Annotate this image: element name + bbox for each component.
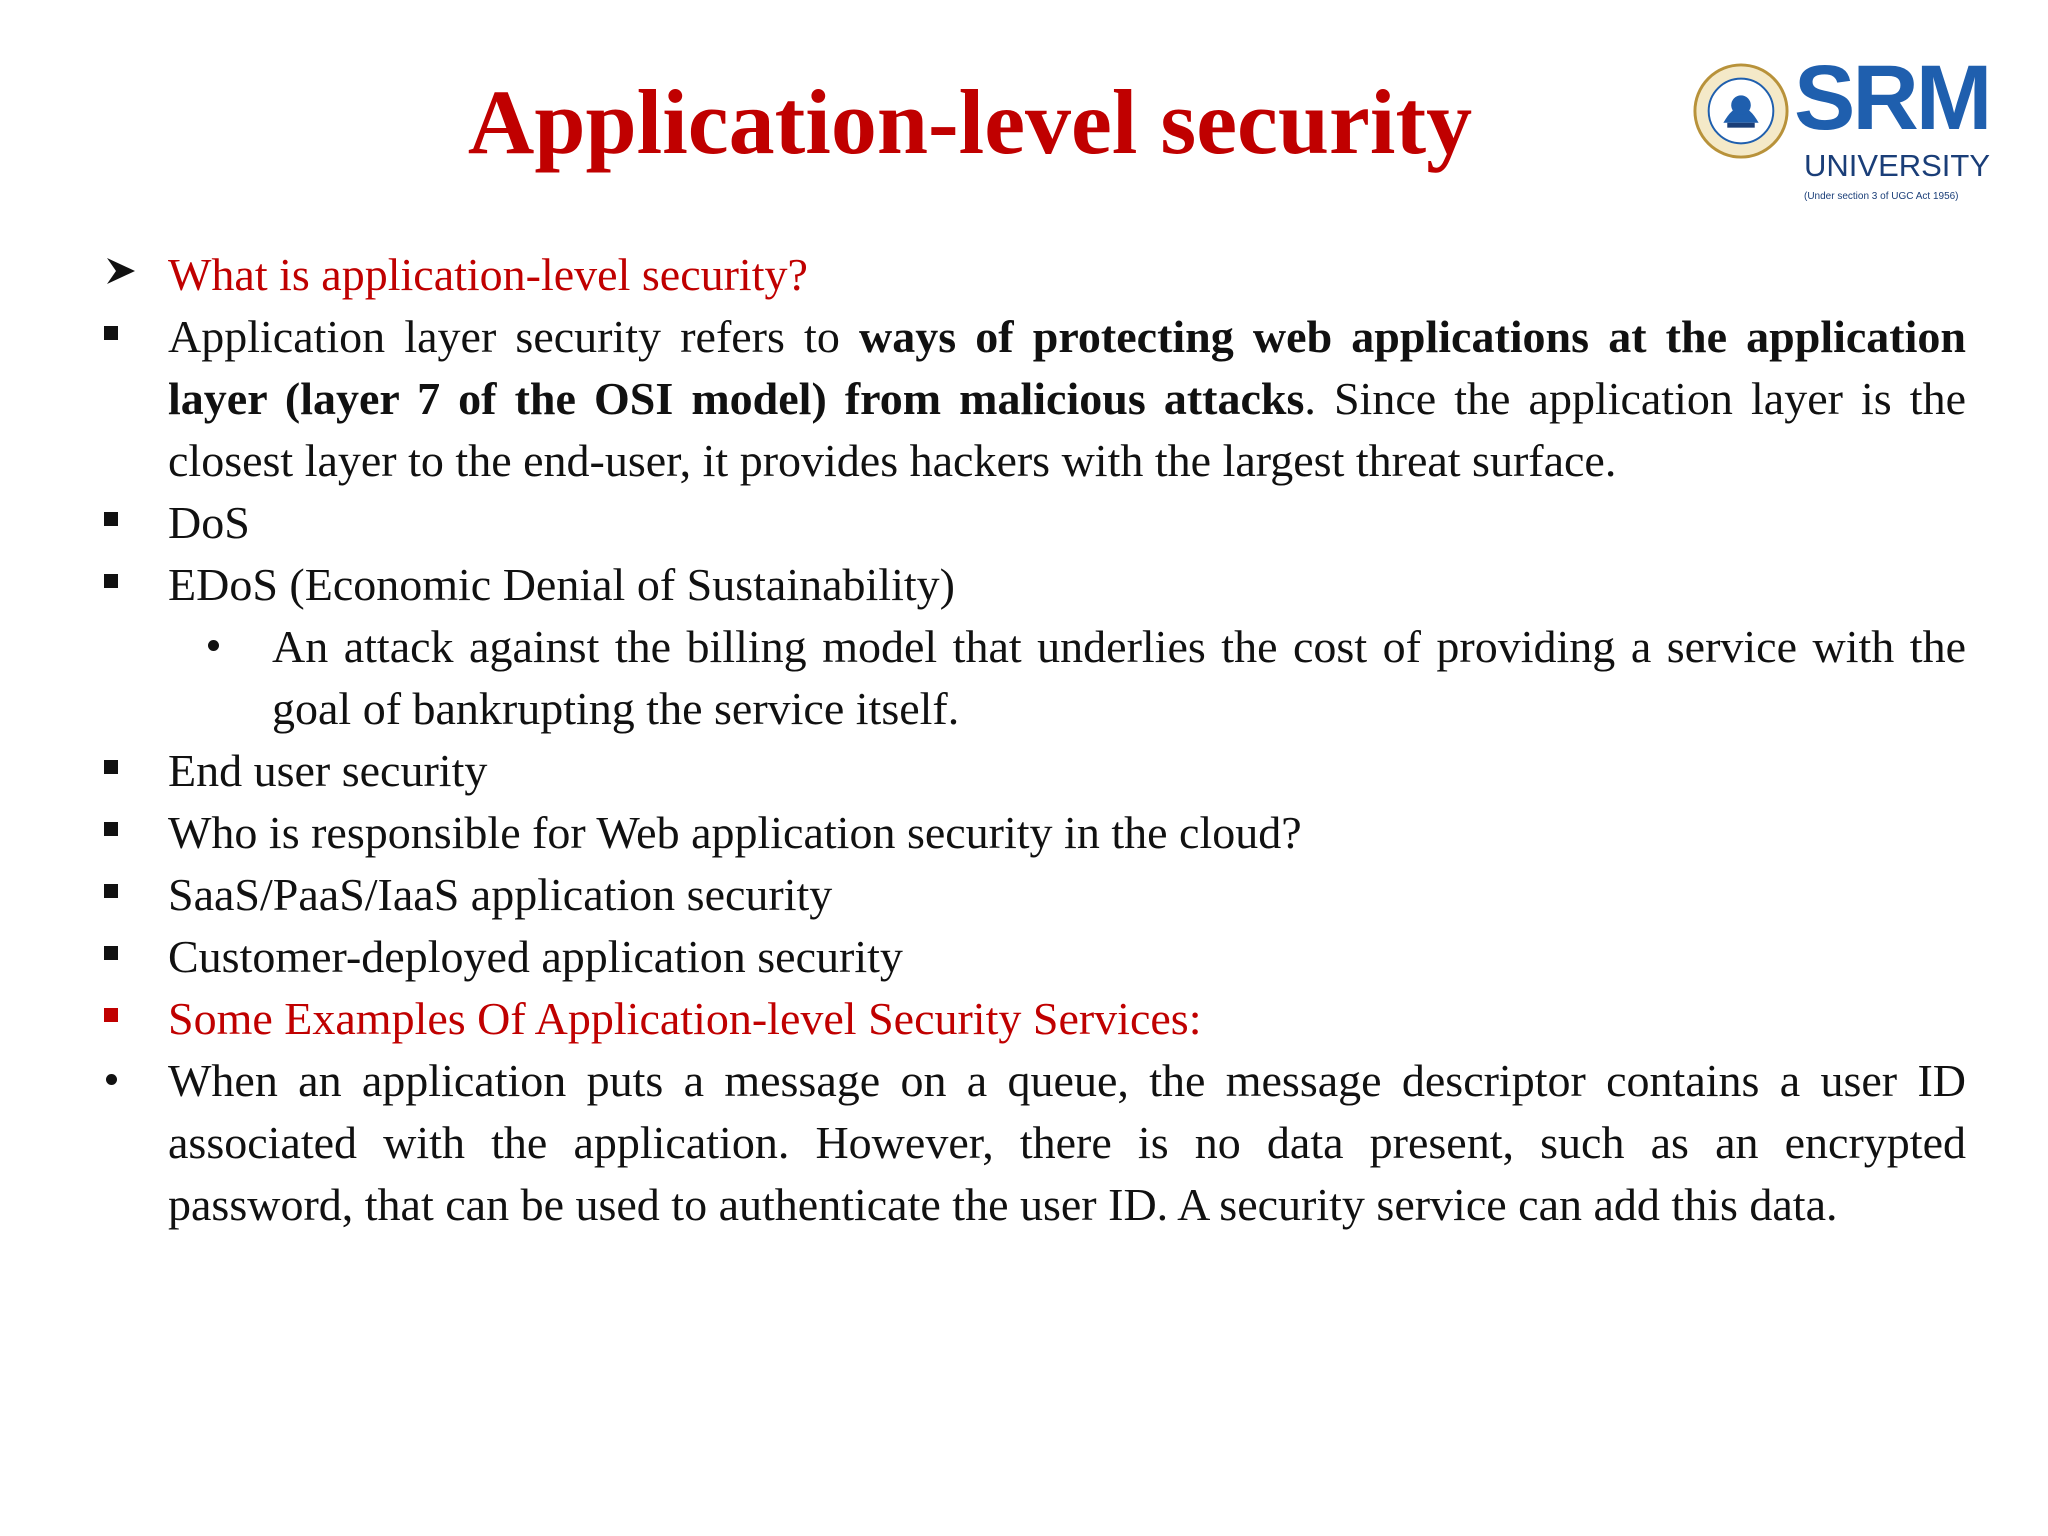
bullet-text-bold: ways of protecting web applications at the application layer (layer 7 of the OSI model) from malicious attacks: [168, 311, 1966, 424]
university-seal-icon: [1692, 62, 1790, 160]
square-bullet-icon: [104, 926, 154, 988]
bullet-text: Customer-deployed application security: [168, 931, 903, 982]
bullet-text: DoS: [168, 497, 250, 548]
bullet-text: An attack against the billing model that underlies the cost of providing a service with the goal of bankrupting the service itself.: [272, 621, 1966, 734]
bullet-text: When an application puts a message on a queue, the message descriptor contains a user ID associated with the application. However, there is no data present, such as an encrypted password, that can be used to authenticate the user ID. A security service can add this data.: [168, 1055, 1966, 1230]
bullet-item: [96, 554, 1966, 616]
square-bullet-icon: [104, 306, 154, 368]
bullet-item: [96, 306, 1966, 492]
bullet-item: [96, 802, 1966, 864]
bullet-text: EDoS (Economic Denial of Sustainability): [168, 559, 955, 610]
square-bullet-icon: [104, 492, 154, 554]
bullet-text: SaaS/PaaS/IaaS application security: [168, 869, 833, 920]
slide-title: Application-level security: [467, 71, 1473, 173]
sub-bullet-item: [96, 616, 1966, 740]
logo-srm-text: SRM: [1794, 47, 1990, 149]
bullet-text: . Since the application layer is the closest layer to the end-user, it provides hackers with the largest threat surface.: [168, 373, 1966, 486]
bullet-text: Application layer security refers to: [168, 311, 859, 362]
slide-content: [96, 244, 1966, 1236]
square-bullet-icon: [104, 802, 154, 864]
bullet-item: [96, 926, 1966, 988]
dot-bullet-icon: [104, 1050, 154, 1112]
dot-bullet-icon: [206, 616, 256, 678]
bullet-text: What is application-level security?: [168, 249, 808, 300]
bullet-item: [96, 864, 1966, 926]
square-bullet-icon: [104, 554, 154, 616]
bullet-item: [96, 740, 1966, 802]
srm-university-logo: [1692, 47, 2012, 208]
logo-university-text: UNIVERSITY: [1804, 148, 1991, 183]
bullet-text: Some Examples Of Application-level Security Services:: [168, 993, 1202, 1044]
bullet-item: [96, 244, 1966, 306]
bullet-item: [96, 492, 1966, 554]
square-bullet-icon: [104, 740, 154, 802]
logo-ugc-note: (Under section 3 of UGC Act 1956): [1804, 191, 1959, 202]
bullet-item: [96, 988, 1966, 1050]
arrow-bullet-icon: [104, 244, 154, 306]
square-bullet-icon: [104, 988, 154, 1050]
bullet-item: [96, 1050, 1966, 1236]
bullet-text: End user security: [168, 745, 488, 796]
bullet-text: Who is responsible for Web application security in the cloud?: [168, 807, 1302, 858]
square-bullet-icon: [104, 864, 154, 926]
